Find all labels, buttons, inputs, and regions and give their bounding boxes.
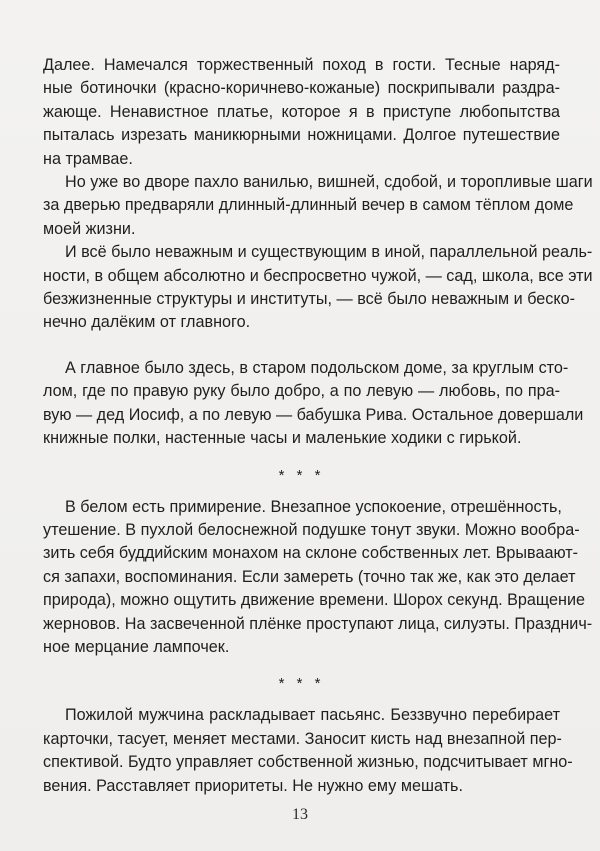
paragraph-main [43, 357, 584, 451]
paragraph-white [43, 496, 593, 660]
text-line: вую — дед Иосиф, а по левую — бабушка Рива. Остальное довершали [43, 405, 584, 424]
page-number: 13 [292, 806, 308, 823]
text-line: Пожилой мужчина раскладывает пасьянс. Беззвучно перебирает [65, 706, 560, 725]
paragraph-departure [43, 54, 560, 171]
paragraph-yard [43, 171, 593, 241]
spacer [43, 335, 560, 357]
paragraph-solitaire [43, 704, 573, 798]
text-line: за дверью предваряли длинный-длинный вечер в самом тёплом доме [43, 196, 574, 215]
text-line: лом, где по правую руку было добро, а по левую — любовь, по пра- [43, 382, 560, 401]
text-line: ности, в общем абсолютно и беспросветно чужой, — сад, школа, все эти [43, 266, 593, 285]
text-line: карточки, тасует, меняет местами. Заносит кисть над внезапной пер- [43, 729, 562, 748]
text-line: нечно далёким от главного. [43, 313, 251, 332]
text-line: жерновов. На засвеченной плёнке проступают лица, силуэты. Празднич- [43, 614, 593, 633]
text-line: ное мерцание лампочек. [43, 637, 230, 656]
text-line: И всё было неважным и существующим в иной, параллельной реаль- [65, 243, 593, 262]
paragraph-unimportant [43, 241, 593, 335]
text-line: ся запахи, воспоминания. Если замереть (точно так же, как это делает [43, 567, 576, 586]
text-line: природа), можно ощутить движение времени. Шорох секунд. Вращение [43, 591, 586, 610]
text-line: ные ботиночки (красно-коричнево-кожаные) поскрипывали раздра- [43, 79, 560, 98]
text-line: книжные полки, настенные часы и маленькие ходики с гирькой. [43, 429, 522, 448]
text-line: на трамвае. [43, 149, 133, 168]
text-line: пыталась изрезать маникюрными ножницами. Долгое путешествие [43, 126, 560, 145]
text-line: жающе. Ненавистное платье, которое я в приступе любопытства [43, 102, 560, 121]
text-line: Но уже во дворе пахло ванилью, вишней, сдобой, и торопливые шаги [65, 173, 593, 192]
section-separator: * * * [278, 466, 325, 484]
text-line: В белом есть примирение. Внезапное успокоение, отрешённость, [65, 497, 562, 516]
text-line: зить себя буддийским монахом на склоне собственных лет. Врываают- [43, 544, 579, 563]
text-line: моей жизни. [43, 219, 136, 238]
text-line: вения. Расставляет приоритеты. Не нужно ему мешать. [43, 776, 463, 795]
text-line: А главное было здесь, в старом подольском доме, за круглым сто- [65, 358, 569, 377]
text-line: безжизненные структуры и институты, — всё было неважным и беско- [43, 290, 576, 309]
text-block-1 [43, 54, 593, 335]
text-line: спективой. Будто управляет собственной жизнью, подсчитывает мгно- [43, 753, 573, 772]
section-separator: * * * [278, 675, 325, 693]
text-line: Далее. Намечался торжественный поход в гости. Тесные наряд- [43, 56, 560, 74]
text-line: утешение. В пухлой белоснежной подушке тонут звуки. Можно вообра- [43, 520, 580, 539]
